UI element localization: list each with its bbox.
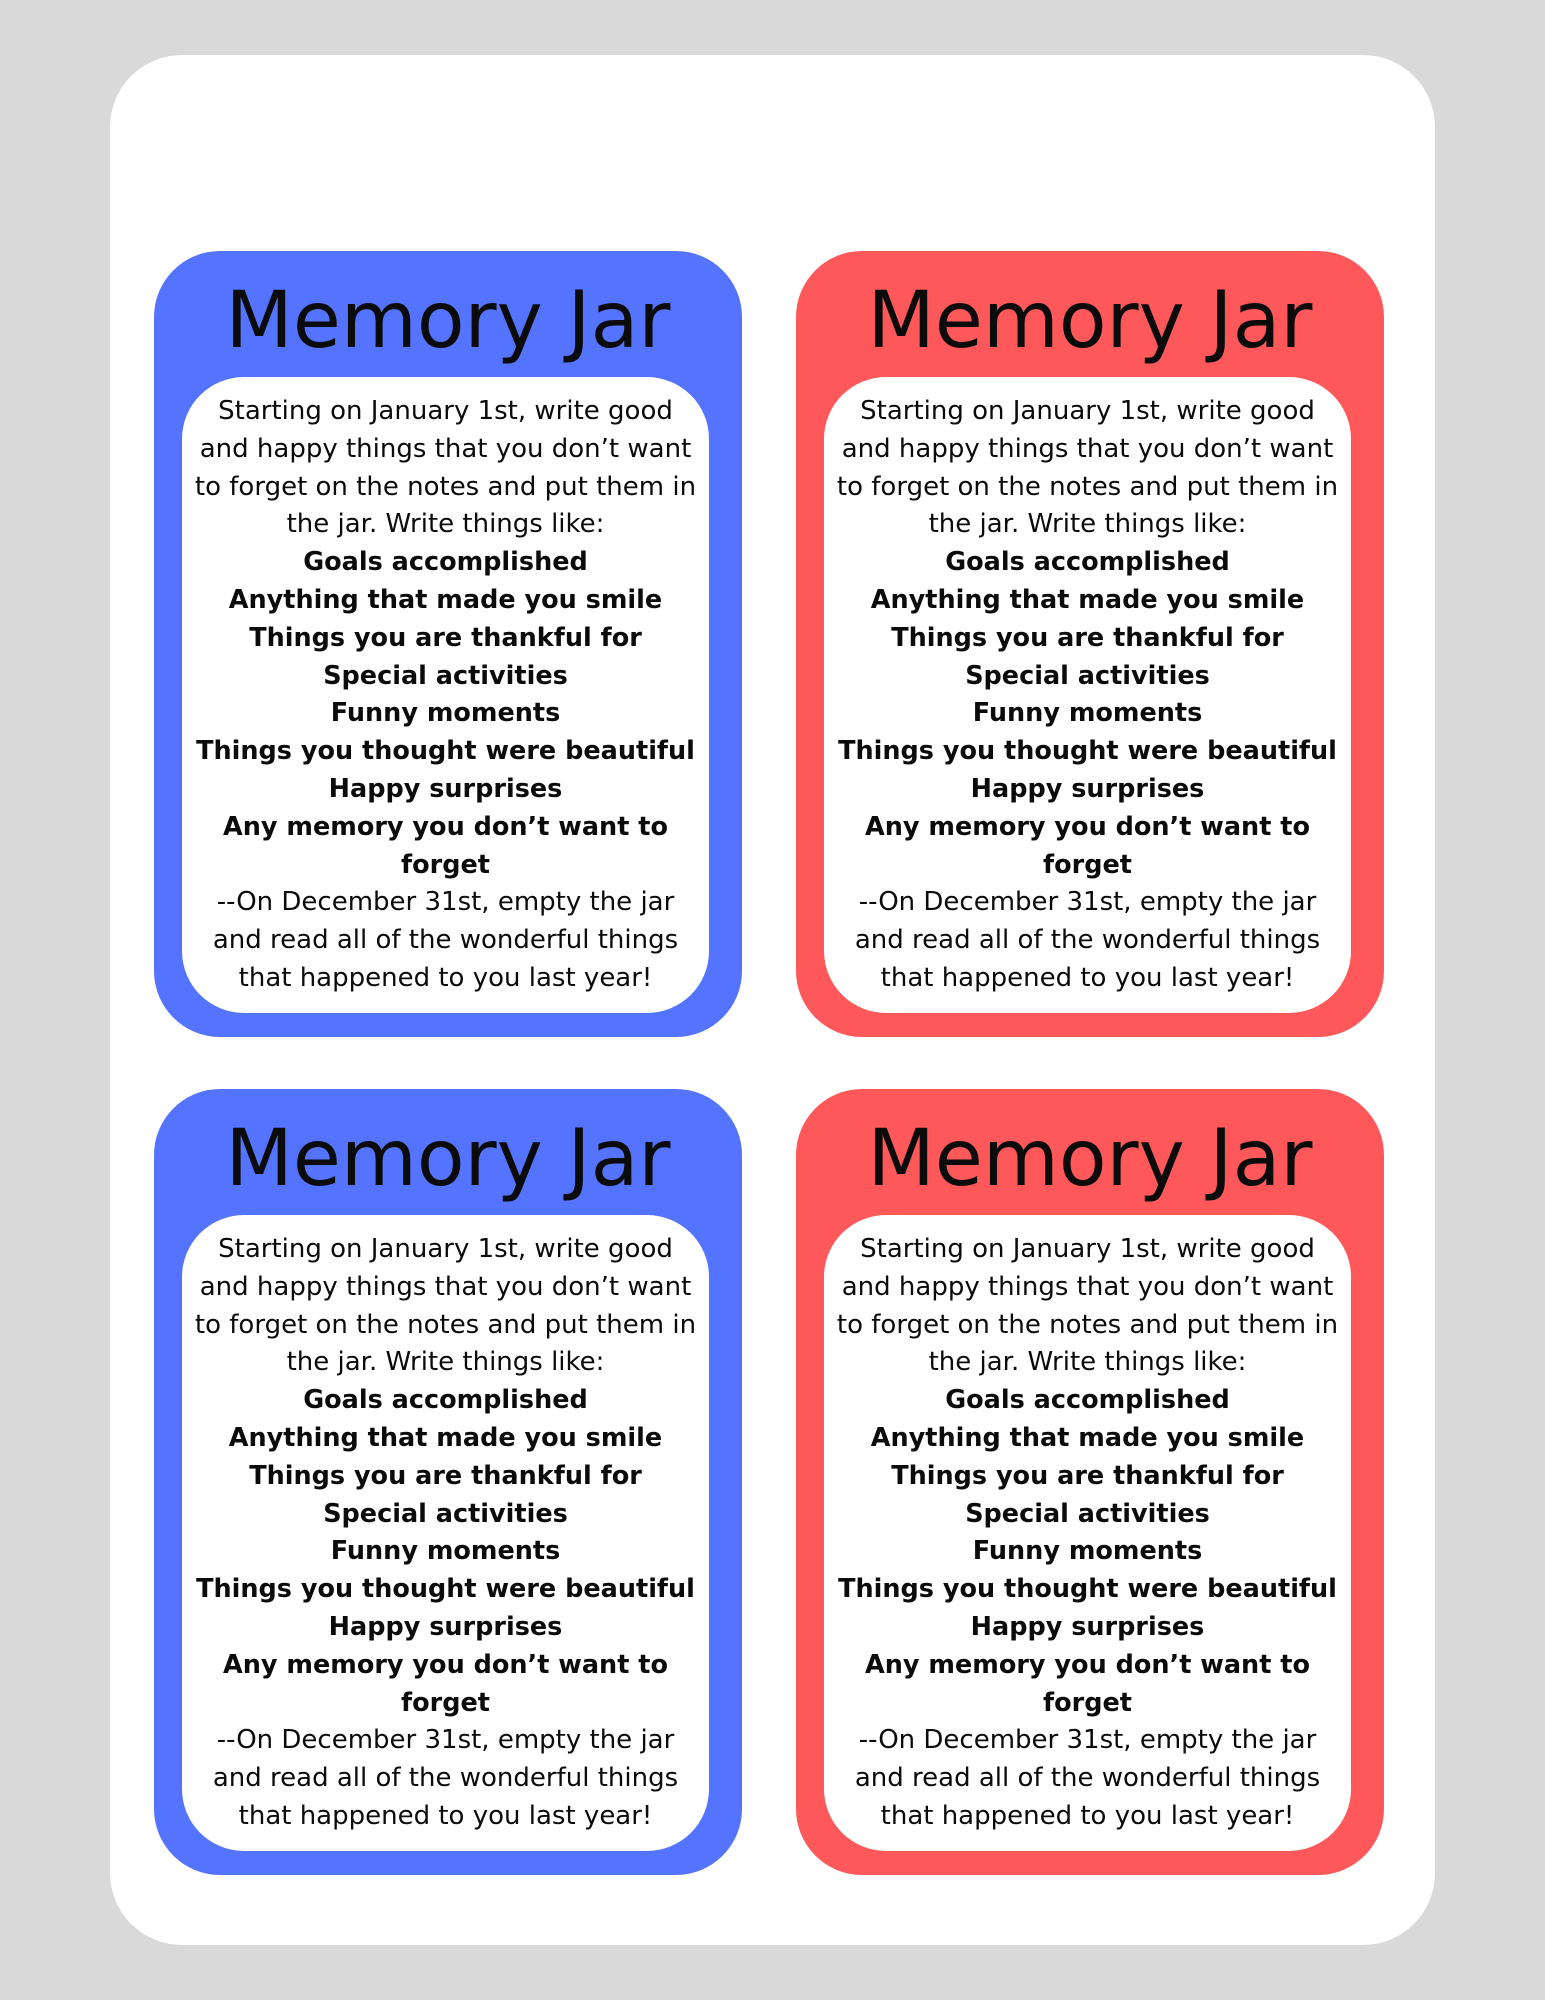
card-intro: Starting on January 1st, write good and happy things that you don’t want to forget on the notes and put them in the jar. Write things like: xyxy=(836,396,1339,540)
memory-jar-card-top-right xyxy=(796,251,1384,1037)
memory-idea-item: Special activities xyxy=(323,1498,568,1529)
memory-idea-item: Any memory you don’t want to forget xyxy=(865,811,1310,880)
card-closing: --On December 31st, empty the jar and read all of the wonderful things that happened to you last year! xyxy=(212,887,679,993)
card-title: Memory Jar xyxy=(867,276,1313,366)
memory-idea-item: Goals accomplished xyxy=(945,547,1230,578)
memory-idea-item: Things you thought were beautiful xyxy=(838,1574,1337,1605)
memory-idea-item: Goals accomplished xyxy=(303,1385,588,1416)
memory-idea-item: Funny moments xyxy=(330,698,561,729)
memory-ideas-list xyxy=(832,544,1343,884)
memory-jar-card-bottom-left xyxy=(154,1089,742,1875)
memory-idea-item: Happy surprises xyxy=(328,773,563,804)
card-closing: --On December 31st, empty the jar and read all of the wonderful things that happened to you last year! xyxy=(854,887,1321,993)
memory-idea-item: Any memory you don’t want to forget xyxy=(223,811,668,880)
memory-idea-item: Things you are thankful for xyxy=(249,622,642,653)
memory-idea-item: Special activities xyxy=(965,1498,1210,1529)
memory-idea-item: Funny moments xyxy=(972,698,1203,729)
card-closing: --On December 31st, empty the jar and read all of the wonderful things that happened to you last year! xyxy=(212,1725,679,1831)
card-instructions xyxy=(824,377,1351,1013)
memory-ideas-list xyxy=(832,1382,1343,1722)
memory-idea-item: Any memory you don’t want to forget xyxy=(865,1649,1310,1718)
memory-ideas-list xyxy=(190,1382,701,1722)
memory-idea-item: Anything that made you smile xyxy=(228,584,663,615)
memory-ideas-list xyxy=(190,544,701,884)
memory-idea-item: Things you are thankful for xyxy=(249,1460,642,1491)
memory-idea-item: Happy surprises xyxy=(970,773,1205,804)
memory-idea-item: Things you thought were beautiful xyxy=(838,736,1337,767)
card-title: Memory Jar xyxy=(867,1114,1313,1204)
memory-idea-item: Things you are thankful for xyxy=(891,1460,1284,1491)
card-instructions xyxy=(182,1215,709,1851)
memory-idea-item: Happy surprises xyxy=(328,1611,563,1642)
memory-idea-item: Anything that made you smile xyxy=(870,584,1305,615)
card-title: Memory Jar xyxy=(225,276,671,366)
memory-idea-item: Special activities xyxy=(965,660,1210,691)
memory-idea-item: Goals accomplished xyxy=(303,547,588,578)
memory-idea-item: Things you thought were beautiful xyxy=(196,1574,695,1605)
memory-idea-item: Things you are thankful for xyxy=(891,622,1284,653)
card-intro: Starting on January 1st, write good and happy things that you don’t want to forget on the notes and put them in the jar. Write things like: xyxy=(194,396,697,540)
memory-idea-item: Funny moments xyxy=(972,1536,1203,1567)
card-closing: --On December 31st, empty the jar and read all of the wonderful things that happened to you last year! xyxy=(854,1725,1321,1831)
memory-jar-card-bottom-right xyxy=(796,1089,1384,1875)
memory-idea-item: Any memory you don’t want to forget xyxy=(223,1649,668,1718)
card-intro: Starting on January 1st, write good and happy things that you don’t want to forget on the notes and put them in the jar. Write things like: xyxy=(836,1234,1339,1378)
memory-idea-item: Anything that made you smile xyxy=(228,1422,663,1453)
card-title: Memory Jar xyxy=(225,1114,671,1204)
card-instructions xyxy=(182,377,709,1013)
memory-idea-item: Special activities xyxy=(323,660,568,691)
memory-idea-item: Funny moments xyxy=(330,1536,561,1567)
printable-sheet xyxy=(110,55,1435,1945)
card-intro: Starting on January 1st, write good and happy things that you don’t want to forget on the notes and put them in the jar. Write things like: xyxy=(194,1234,697,1378)
memory-idea-item: Goals accomplished xyxy=(945,1385,1230,1416)
memory-idea-item: Things you thought were beautiful xyxy=(196,736,695,767)
memory-idea-item: Happy surprises xyxy=(970,1611,1205,1642)
memory-idea-item: Anything that made you smile xyxy=(870,1422,1305,1453)
card-instructions xyxy=(824,1215,1351,1851)
memory-jar-card-top-left xyxy=(154,251,742,1037)
